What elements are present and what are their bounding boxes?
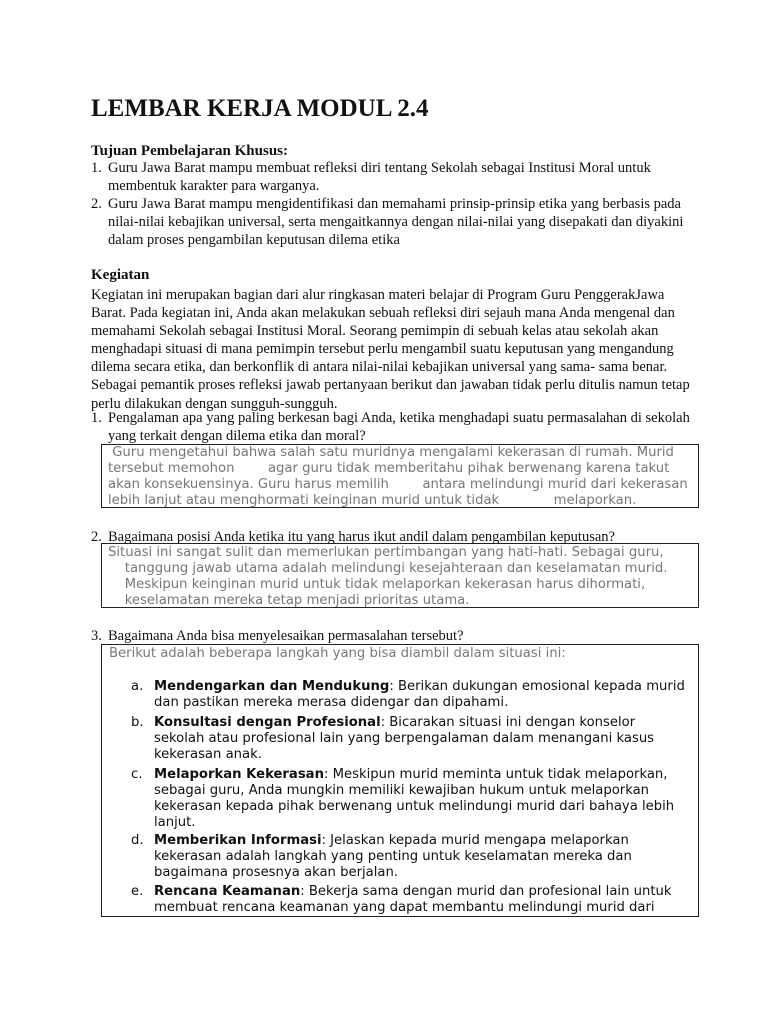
step-item [131,884,687,916]
objective-item [91,195,691,249]
answer-line: tersebut memohon agar guru tidak memberitahu pihak berwenang karena takut [108,461,670,477]
step-letter: c. [131,767,143,782]
question-number: 1. [91,410,102,426]
objective-text: Guru Jawa Barat mampu mengidentifikasi dan memahami prinsip-prinsip etika yang berbasis pada nilai-nilai kebajikan universal, serta mengaitkannya dengan nilai-nilai yang disepakati dan diyakini dalam proses pengambilan keputusan dilema etika [108,196,684,249]
step-text: : Bicarakan situasi ini dengan konselor sekolah atau profesional lain yang berpengalaman dalam menangani kasus kekerasan anak. [154,715,655,763]
step-title: Mendengarkan dan Mendukung [154,679,390,694]
step-text: : Jelaskan kepada murid mengapa melaporkan kekerasan adalah langkah yang penting untuk keselamatan mereka dan bagaimana prosesnya akan berjalan. [154,833,632,881]
objective-number: 1. [91,160,102,176]
question-item [91,627,691,645]
objectives-heading: Tujuan Pembelajaran Khusus: [91,143,288,159]
answer-box-1[interactable] [101,444,699,508]
answer-box-2[interactable] [101,543,699,608]
step-letter: e. [131,884,144,899]
step-letter: a. [131,679,144,694]
objective-item [91,159,691,195]
step-letter: d. [131,833,144,848]
step-title: Rencana Keamanan [154,884,301,899]
activity-heading: Kegiatan [91,267,150,283]
question-number: 3. [91,628,102,644]
answer-line: tanggung jawab utama adalah melindungi kesejahteraan dan keselamatan murid. [108,561,668,577]
answer-line: Situasi ini sangat sulit dan memerlukan pertimbangan yang hati-hati. Sebagai guru, [108,545,664,560]
step-item [131,767,687,831]
objective-number: 2. [91,196,102,212]
answer-line: Guru mengetahui bahwa salah satu muridnya mengalami kekerasan di rumah. Murid [108,445,674,460]
question-number: 2. [91,529,102,545]
step-title: Memberikan Informasi [154,833,322,848]
step-letter: b. [131,715,144,730]
step-item [131,715,687,763]
step-title: Melaporkan Kekerasan [154,767,324,782]
step-item [131,833,687,881]
answer-line: Meskipun keinginan murid untuk tidak melaporkan kekerasan harus dihormati, [108,577,646,593]
step-text: : Meskipun murid meminta untuk tidak melaporkan, sebagai guru, Anda mungkin memiliki kewajiban hukum untuk melaporkan kekerasan kepada pihak berwenang untuk melindungi murid dari bahaya lebih lanjut. [154,767,675,831]
step-text: : Bekerja sama dengan murid dan profesional lain untuk membuat rencana keamanan yang dapat membantu melindungi murid dari [154,884,672,916]
question-text: Bagaimana Anda bisa menyelesaikan permasalahan tersebut? [108,628,464,644]
answer-intro: Berikut adalah beberapa langkah yang bisa diambil dalam situasi ini: [109,646,566,661]
answer-box-3[interactable] [101,644,699,917]
question-text: Pengalaman apa yang paling berkesan bagi Anda, ketika menghadapi suatu permasalahan di sekolah yang terkait dengan dilema etika dan moral? [108,410,690,445]
page-title: LEMBAR KERJA MODUL 2.4 [91,95,429,122]
objective-text: Guru Jawa Barat mampu membuat refleksi diri tentang Sekolah sebagai Institusi Moral untuk membentuk karakter para warganya. [108,160,651,195]
answer-line: akan konsekuensinya. Guru harus memilih antara melindungi murid dari kekerasan [108,477,688,493]
step-title: Konsultasi dengan Profesional [154,715,381,730]
activity-paragraph: Kegiatan ini merupakan bagian dari alur ringkasan materi belajar di Program Guru PenggerakJawa Barat. Pada kegiatan ini, Anda akan melakukan sebuah refleksi diri sejauh mana Anda mengenal dan memahami Sekolah sebagai Institusi Moral. Seorang pemimpin di sebuah kelas atau sekolah akan menghadapi situasi di mana pemimpin tersebut perlu mengambil suatu keputusan yang mengandung dilema secara etika, dan berkonflik di antara nilai-nilai kebajikan universal yang sama- sama benar. Sebagai pemantik proses refleksi jawab pertanyaan berikut dan jawaban tidak perlu ditulis namun tetap perlu dilakukan dengan sungguh-sungguh. [91,287,690,412]
question-text: Bagaimana posisi Anda ketika itu yang harus ikut andil dalam pengambilan keputusan? [108,529,615,545]
step-text: : Berikan dukungan emosional kepada murid dan pastikan mereka merasa didengar dan dipahami. [154,679,685,711]
answer-line: keselamatan mereka tetap menjadi prioritas utama. [108,593,470,609]
question-item [91,409,691,445]
answer-line: lebih lanjut atau menghormati keinginan murid untuk tidak melaporkan. [108,493,637,509]
step-item [131,679,687,711]
